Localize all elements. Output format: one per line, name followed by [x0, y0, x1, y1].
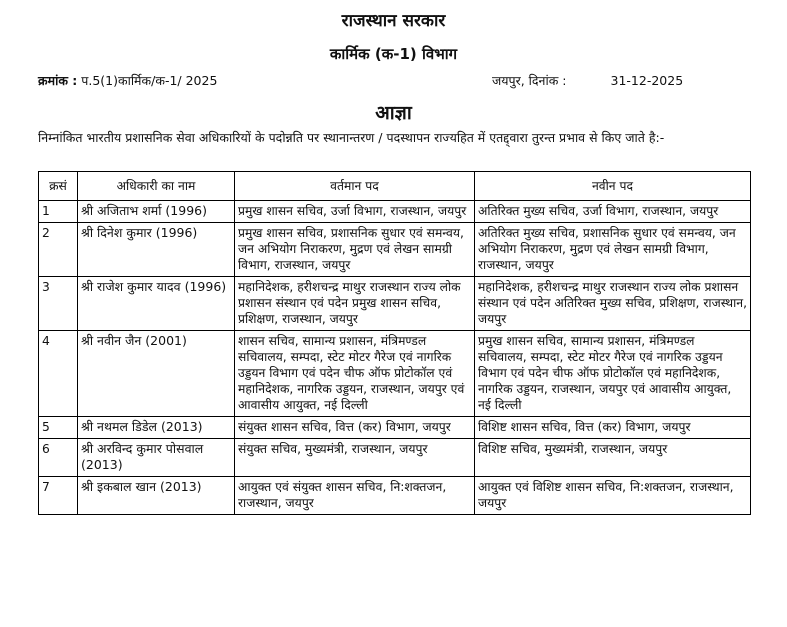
row-sno: 6 [39, 439, 78, 477]
current-post: आयुक्त एवं संयुक्त शासन सचिव, नि:शक्तजन, राजस्थान, जयपुर [235, 477, 475, 515]
row-sno: 3 [39, 277, 78, 331]
officer-name: श्री नवीन जैन (2001) [78, 331, 235, 417]
reference-line [38, 72, 750, 89]
order-date: 31-12-2025 [610, 73, 684, 88]
transfer-table [38, 171, 751, 515]
table-row [39, 331, 751, 417]
table-row [39, 477, 751, 515]
header-new-post: नवीन पद [475, 172, 751, 201]
new-post: अतिरिक्त मुख्य सचिव, प्रशासनिक सुधार एवं समन्वय, जन अभियोग निराकरण, मुद्रण एवं लेखन सामग्री विभाग, राजस्थान, जयपुर [475, 223, 751, 277]
table-row [39, 417, 751, 439]
row-sno: 4 [39, 331, 78, 417]
header-current-post: वर्तमान पद [235, 172, 475, 201]
officer-name: श्री दिनेश कुमार (1996) [78, 223, 235, 277]
department-heading: कार्मिक (क-1) विभाग [329, 45, 458, 63]
reference-label: क्रमांक : [38, 73, 78, 88]
row-sno: 1 [39, 201, 78, 223]
current-post: संयुक्त सचिव, मुख्यमंत्री, राजस्थान, जयपुर [235, 439, 475, 477]
header-officer-name: अधिकारी का नाम [78, 172, 235, 201]
reference-number: प.5(1)कार्मिक/क-1/ 2025 [81, 73, 218, 88]
new-post: विशिष्ट शासन सचिव, वित्त (कर) विभाग, जयपुर [475, 417, 751, 439]
table-row [39, 439, 751, 477]
table-row [39, 201, 751, 223]
new-post: आयुक्त एवं विशिष्ट शासन सचिव, नि:शक्तजन, राजस्थान, जयपुर [475, 477, 751, 515]
new-post: प्रमुख शासन सचिव, सामान्य प्रशासन, मंत्रिमण्डल सचिवालय, सम्पदा, स्टेट मोटर गैरेज एवं नागरिक उड्डयन विभाग एवं पदेन चीफ ऑफ प्रोटोकॉल एवं महानिदेशक, नागरिक उड्डयन, राजस्थान, जयपुर एवं आवासीय आयुक्त, नई दिल्ली [475, 331, 751, 417]
current-post: शासन सचिव, सामान्य प्रशासन, मंत्रिमण्डल सचिवालय, सम्पदा, स्टेट मोटर गैरेज एवं नागरिक उड्डयन विभाग एवं पदेन चीफ ऑफ प्रोटोकॉल एवं महानिदेशक, नागरिक उड्डयन, राजस्थान, जयपुर एवं आवासीय आयुक्त, नई दिल्ली [235, 331, 475, 417]
officer-name: श्री इकबाल खान (2013) [78, 477, 235, 515]
current-post: महानिदेशक, हरीशचन्द्र माथुर राजस्थान राज्य लोक प्रशासन संस्थान एवं पदेन प्रमुख शासन सचिव, प्रशिक्षण, राजस्थान, जयपुर [235, 277, 475, 331]
officer-name: श्री नथमल डिडेल (2013) [78, 417, 235, 439]
table-row [39, 223, 751, 277]
header-sno: क्रसं [39, 172, 78, 201]
order-intro: निम्नांकित भारतीय प्रशासनिक सेवा अधिकारियों के पदोन्नति पर स्थानान्तरण / पदस्थापन राज्यहित में एतद्द्वारा तुरन्त प्रभाव से किए जाते है:- [38, 130, 665, 145]
row-sno: 7 [39, 477, 78, 515]
current-post: प्रमुख शासन सचिव, उर्जा विभाग, राजस्थान, जयपुर [235, 201, 475, 223]
new-post: विशिष्ट सचिव, मुख्यमंत्री, राजस्थान, जयपुर [475, 439, 751, 477]
table-row [39, 277, 751, 331]
order-title: आज्ञा [375, 102, 412, 124]
government-heading: राजस्थान सरकार [341, 11, 446, 31]
place-date [492, 72, 683, 89]
table-header-row [39, 172, 751, 201]
officer-name: श्री राजेश कुमार यादव (1996) [78, 277, 235, 331]
current-post: प्रमुख शासन सचिव, प्रशासनिक सुधार एवं समन्वय, जन अभियोग निराकरण, मुद्रण एवं लेखन सामग्री विभाग, राजस्थान, जयपुर [235, 223, 475, 277]
place-date-label: जयपुर, दिनांक : [492, 73, 567, 88]
officer-name: श्री अरविन्द कुमार पोसवाल (2013) [78, 439, 235, 477]
current-post: संयुक्त शासन सचिव, वित्त (कर) विभाग, जयपुर [235, 417, 475, 439]
new-post: अतिरिक्त मुख्य सचिव, उर्जा विभाग, राजस्थान, जयपुर [475, 201, 751, 223]
row-sno: 5 [39, 417, 78, 439]
row-sno: 2 [39, 223, 78, 277]
new-post: महानिदेशक, हरीशचन्द्र माथुर राजस्थान राज्य लोक प्रशासन संस्थान एवं पदेन अतिरिक्त मुख्य सचिव, प्रशिक्षण, राजस्थान, जयपुर [475, 277, 751, 331]
officer-name: श्री अजिताभ शर्मा (1996) [78, 201, 235, 223]
